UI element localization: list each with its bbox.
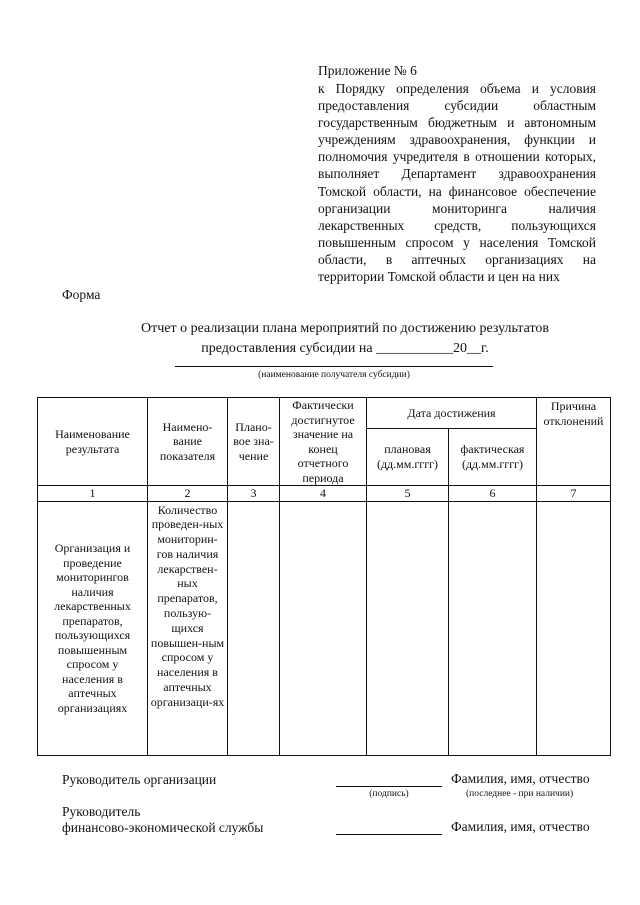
report-title-line-2: предоставления субсидии на ___________20__г.	[201, 341, 489, 356]
form-label: Форма	[62, 287, 101, 302]
head-org-label: Руководитель организации	[62, 772, 217, 787]
row-planned-date-cell	[367, 501, 449, 755]
patronymic-caption: (последнее - при наличии)	[466, 789, 574, 799]
row-result-cell: Организация и проведение мониторингов наличия лекарственных препаратов, пользующихся повышенным спросом у населения в аптечных организациях	[38, 501, 148, 755]
fio-label-1: Фамилия, имя, отчество	[451, 771, 590, 786]
row-actual-date-cell	[449, 501, 537, 755]
recipient-caption: (наименование получателя субсидии)	[258, 370, 410, 380]
header-planned-value: Плано-вое зна-чение	[228, 398, 280, 486]
report-title	[120, 319, 570, 359]
header-actual-date: фактическая (дд.мм.гггг)	[449, 428, 537, 485]
report-title-line-1: Отчет о реализации плана мероприятий по достижению результатов	[141, 321, 549, 336]
signature-caption: (подпись)	[369, 789, 409, 799]
row-indicator-cell: Количество проведен-ных мониторин-гов наличия лекарствен-ных препаратов, пользую-щихся повышен-ным спросом у населения в аптечных организаци-ях	[148, 501, 228, 755]
row-planned-value-cell	[228, 501, 280, 755]
recipient-line	[175, 366, 493, 367]
column-number: 5	[367, 486, 449, 502]
head-fin-label-line-1: Руководитель	[62, 804, 141, 819]
column-number: 2	[148, 486, 228, 502]
appendix-text: к Порядку определения объема и условия предоставления субсидии областным государственным бюджетным и автономным учреждениям здравоохранения, функции и полномочия учредителя в отношении которых, выполняет Департамент здравоохранения Томской области, на финансовое обеспечение организации мониторинга наличия лекарственных средств, пользующихся повышенным спросом у населения Томской области, в аптечных организациях на территории Томской области и цен на них	[318, 81, 596, 285]
head-fin-label-line-2: финансово-экономической службы	[62, 820, 264, 835]
fio-label-2: Фамилия, имя, отчество	[451, 819, 590, 834]
header-actual-value: Фактически достигнутое значение на конец отчетного периода	[280, 398, 367, 486]
column-number: 6	[449, 486, 537, 502]
column-number: 1	[38, 486, 148, 502]
header-result-name: Наименование результата	[38, 398, 148, 486]
row-actual-value-cell	[280, 501, 367, 755]
row-deviation-reason-cell	[537, 501, 611, 755]
column-number: 4	[280, 486, 367, 502]
signature-line-1	[336, 786, 442, 787]
signature-line-2	[336, 834, 442, 835]
appendix-title: Приложение № 6	[318, 63, 417, 78]
results-table	[37, 397, 611, 756]
column-number: 7	[537, 486, 611, 502]
column-number: 3	[228, 486, 280, 502]
header-deviation-reason: Причина отклонений	[537, 398, 611, 486]
header-achievement-date: Дата достижения	[367, 398, 537, 429]
header-indicator-name: Наимено-вание показателя	[148, 398, 228, 486]
header-planned-date: плановая (дд.мм.гггг)	[367, 428, 449, 485]
